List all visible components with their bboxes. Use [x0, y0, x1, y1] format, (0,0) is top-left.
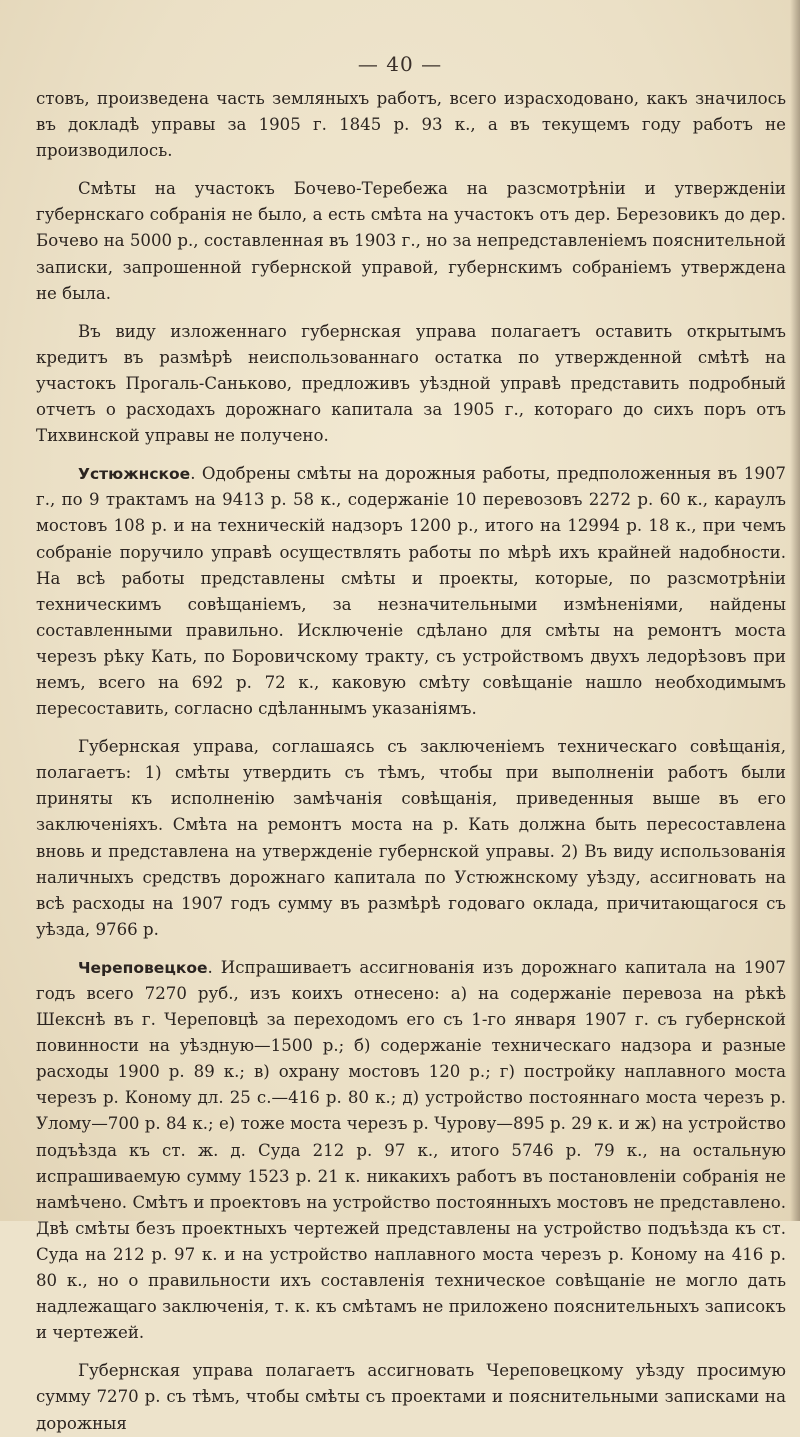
district-name-ustyuzhna: Устюжнское: [78, 465, 191, 484]
paragraph-cherepovets-text: . Испрашиваетъ ассигнованія изъ дорожнаго капитала на 1907 годъ всего 7270 руб., изъ коихъ отнесено: а) на содержаніе перевоза на рѣкѣ Шекснѣ въ г. Череповцѣ за переходомъ его съ 1-го января 1907 г. съ губернской повинности на уѣздную—1500 р.; б) содержаніе техническаго надзора и разные расходы 1900 р. 89 к.; в) охрану мостовъ 120 р.; г) постройку наплавного моста черезъ р. Коному дл. 25 с.—416 р. 80 к.; д) устройство постояннаго моста черезъ р. Улому—700 р. 84 к.; е) тоже моста черезъ р. Чурову—895 р. 29 к. и ж) на устройство подъѣзда къ ст. ж. д. Суда 212 р. 97 к., итого 5746 р. 79 к., на остальную испрашиваемую сумму 1523 р. 21 к. никакихъ работъ въ постановленіи собранія не намѣчено. Смѣтъ и проектовъ на устройство постоянныхъ мостовъ не представлено. Двѣ смѣты безъ проектныхъ чертежей представлены на устройство подъѣзда къ ст. Суда на 212 р. 97 к. и на устройство наплавного моста черезъ р. Коному на 416 р. 80 к., но о правильности ихъ составленія техническое совѣщаніе не могло дать надлежащаго заключенія, т. к. къ смѣтамъ не приложено пояснительныхъ записокъ и чертежей.: [36, 957, 786, 1343]
paragraph-cherepovets-conclusion: Губернская управа полагаетъ ассигновать Череповецкому уѣзду просимую сумму 7270 р. съ тѣмъ, чтобы смѣты съ проектами и пояснительными записками на дорожныя: [36, 1361, 786, 1433]
paragraph-credit-proposal: Въ виду изложеннаго губернская управа полагаетъ оставить открытымъ кредитъ въ размѣрѣ неиспользованнаго остатка по утвержденной смѣтѣ на участокъ Прогаль-Саньково, предложивъ уѣздной управѣ представить подробный отчетъ о расходахъ дорожнаго капитала за 1905 г., котораго до сихъ поръ отъ Тихвинской управы не получено.: [36, 321, 786, 446]
paragraph-ustyuzhna-conclusion: Губернская управа, соглашаясь съ заключеніемъ техническаго совѣщанія, полагаетъ: 1) смѣты утвердить съ тѣмъ, чтобы при выполненіи работъ были приняты къ исполненію замѣчанія совѣщанія, приведенныя выше въ его заключеніяхъ. Смѣта на ремонтъ моста на р. Кать должна быть пересоставлена вновь и представлена на утвержденіе губернской управы. 2) Въ виду использованія наличныхъ средствъ дорожнаго капитала по Устюжнскому уѣзду, ассигновать на всѣ расходы на 1907 годъ сумму въ размѣрѣ годоваго оклада, причитающагося съ уѣзда, 9766 р.: [36, 737, 786, 939]
paragraph-cherepovets: [36, 955, 786, 1346]
paragraph-continuation: стовъ, произведена часть земляныхъ работъ, всего израсходовано, какъ значилось въ докладѣ управы за 1905 г. 1845 р. 93 к., а въ текущемъ году работъ не производилось.: [36, 89, 786, 161]
paragraph-ustyuzhna: [36, 461, 786, 722]
page-edge-shadow: [790, 0, 800, 1221]
paragraph-bochevo-estimate: Смѣты на участокъ Бочево-Теребежа на разсмотрѣніи и утвержденіи губернскаго собранія не было, а есть смѣта на участокъ отъ дер. Березовикъ до дер. Бочево на 5000 р., составленная въ 1903 г., но за непредставленіемъ пояснительной записки, запрошенной губернской управой, губернскимъ собраніемъ утверждена не была.: [36, 179, 786, 303]
district-name-cherepovets: Череповецкое: [78, 958, 208, 977]
page-number: — 40 —: [357, 52, 443, 76]
document-body: [36, 86, 786, 1437]
paragraph-ustyuzhna-text: . Одобрены смѣты на дорожныя работы, предположенныя въ 1907 г., по 9 трактамъ на 9413 р. 58 к., содержаніе 10 перевозовъ 2272 р. 60 к., караулъ мостовъ 108 р. и на техническій надзоръ 1200 р., итого на 12994 р. 18 к., при чемъ собраніе поручило управѣ осуществлять работы по мѣрѣ ихъ крайней надобности. На всѣ работы представлены смѣты и проекты, которые, по разсмотрѣніи техническимъ совѣщаніемъ, за незначительными измѣненіями, найдены составленными правильно. Исключеніе сдѣлано для смѣты на ремонтъ моста черезъ рѣку Кать, по Боровичскому тракту, съ устройствомъ двухъ ледорѣзовъ при немъ, всего на 692 р. 72 к., каковую смѣту совѣщаніе нашло необходимымъ пересоставить, согласно сдѣланнымъ указаніямъ.: [36, 464, 786, 719]
